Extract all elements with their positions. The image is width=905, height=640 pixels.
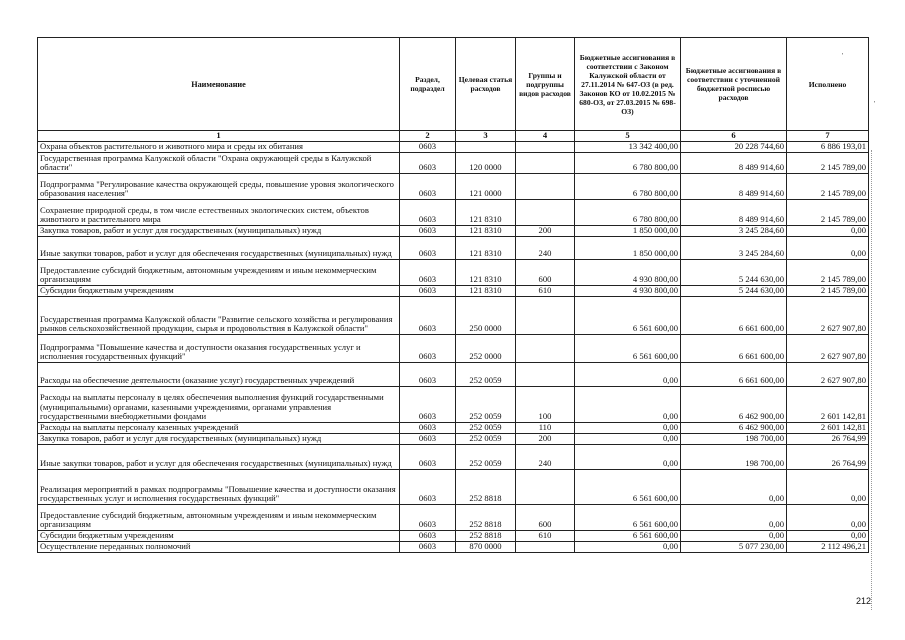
row-executed-amount: 2 627 907,80 (787, 335, 869, 363)
row-law-amount: 6 780 800,00 (575, 153, 681, 174)
row-name: Расходы на выплаты персоналу казенных учреждений (38, 423, 400, 434)
row-refined-amount: 6 661 600,00 (681, 297, 787, 335)
row-target: 120 0000 (456, 153, 516, 174)
column-number: 5 (575, 131, 681, 142)
row-section: 0603 (400, 226, 456, 237)
column-number: 6 (681, 131, 787, 142)
column-number: 3 (456, 131, 516, 142)
row-refined-amount: 0,00 (681, 505, 787, 531)
header-section: Раздел, подраздел (400, 38, 456, 131)
row-refined-amount: 198 700,00 (681, 445, 787, 470)
row-name: Осуществление переданных полномочий (38, 542, 400, 553)
row-executed-amount: 0,00 (787, 237, 869, 260)
row-target: 252 0059 (456, 423, 516, 434)
header-groups: Группы и подгруппы видов расходов (516, 38, 575, 131)
row-law-amount: 1 850 000,00 (575, 237, 681, 260)
row-group (516, 335, 575, 363)
table-row (38, 237, 869, 260)
table-row (38, 434, 869, 445)
row-target: 252 8818 (456, 505, 516, 531)
table-row (38, 286, 869, 297)
row-section: 0603 (400, 335, 456, 363)
column-number: 1 (38, 131, 400, 142)
scan-edge (871, 150, 873, 610)
row-refined-amount: 6 462 900,00 (681, 387, 787, 423)
row-target: 252 0059 (456, 434, 516, 445)
row-name: Предоставление субсидий бюджетным, автономным учреждениям и иным некоммерческим организациям (38, 260, 400, 286)
row-law-amount: 0,00 (575, 434, 681, 445)
budget-table (37, 37, 869, 553)
row-executed-amount: 2 145 789,00 (787, 260, 869, 286)
row-name: Расходы на выплаты персоналу в целях обеспечения выполнения функций государственными (муниципальными) органами, казенными учреждениями, органами управления государственными внебюджетными фондами (38, 387, 400, 423)
table-row (38, 174, 869, 200)
row-group: 200 (516, 434, 575, 445)
table-row (38, 142, 869, 153)
row-refined-amount: 6 661 600,00 (681, 363, 787, 387)
row-group: 610 (516, 286, 575, 297)
row-law-amount: 6 561 600,00 (575, 297, 681, 335)
row-executed-amount: 2 145 789,00 (787, 153, 869, 174)
row-group: 100 (516, 387, 575, 423)
row-executed-amount: 0,00 (787, 505, 869, 531)
row-executed-amount: 2 601 142,81 (787, 387, 869, 423)
row-name: Субсидии бюджетным учреждениям (38, 286, 400, 297)
row-section: 0603 (400, 142, 456, 153)
row-law-amount: 0,00 (575, 423, 681, 434)
row-law-amount: 13 342 400,00 (575, 142, 681, 153)
scan-mark: ' (874, 100, 876, 108)
row-section: 0603 (400, 434, 456, 445)
row-group: 600 (516, 260, 575, 286)
row-executed-amount: 0,00 (787, 226, 869, 237)
row-refined-amount: 6 462 900,00 (681, 423, 787, 434)
table-row (38, 260, 869, 286)
row-executed-amount: 2 145 789,00 (787, 174, 869, 200)
row-name: Реализация мероприятий в рамках подпрограммы "Повышение качества и доступности оказания государственных услуг и исполнения государственных функций" (38, 470, 400, 505)
row-law-amount: 4 930 800,00 (575, 286, 681, 297)
row-refined-amount: 3 245 284,60 (681, 237, 787, 260)
row-refined-amount: 5 077 230,00 (681, 542, 787, 553)
row-executed-amount: 6 886 193,01 (787, 142, 869, 153)
row-refined-amount: 8 489 914,60 (681, 174, 787, 200)
row-target: 121 8310 (456, 286, 516, 297)
row-name: Субсидии бюджетным учреждениям (38, 531, 400, 542)
header-executed: Исполнено (787, 38, 869, 131)
row-target: 252 0000 (456, 335, 516, 363)
row-group (516, 363, 575, 387)
row-section: 0603 (400, 174, 456, 200)
row-target: 252 0059 (456, 363, 516, 387)
row-refined-amount: 0,00 (681, 470, 787, 505)
row-refined-amount: 5 244 630,00 (681, 286, 787, 297)
table-body (38, 142, 869, 553)
row-refined-amount: 20 228 744,60 (681, 142, 787, 153)
header-law: Бюджетные ассигнования в соответствии с Законом Калужской области от 27.11.2014 № 647-ОЗ (в ред. Законов КО от 10.02.2015 № 680-ОЗ, от 27.03.2015 № 698-ОЗ) (575, 38, 681, 131)
row-section: 0603 (400, 237, 456, 260)
row-target: 121 8310 (456, 237, 516, 260)
row-target: 252 0059 (456, 387, 516, 423)
row-name: Закупка товаров, работ и услуг для государственных (муниципальных) нужд (38, 226, 400, 237)
scan-mark: ' (842, 52, 844, 60)
column-number: 4 (516, 131, 575, 142)
table-row (38, 363, 869, 387)
row-group: 200 (516, 226, 575, 237)
row-section: 0603 (400, 445, 456, 470)
row-refined-amount: 0,00 (681, 531, 787, 542)
row-refined-amount: 5 244 630,00 (681, 260, 787, 286)
row-refined-amount: 3 245 284,60 (681, 226, 787, 237)
row-section: 0603 (400, 200, 456, 226)
row-name: Предоставление субсидий бюджетным, автономным учреждениям и иным некоммерческим организациям (38, 505, 400, 531)
row-group: 240 (516, 445, 575, 470)
column-numbers-row (38, 131, 869, 142)
header-target: Целевая статья расходов (456, 38, 516, 131)
row-executed-amount: 26 764,99 (787, 434, 869, 445)
row-name: Иные закупки товаров, работ и услуг для обеспечения государственных (муниципальных) нужд (38, 237, 400, 260)
row-target: 250 0000 (456, 297, 516, 335)
row-section: 0603 (400, 286, 456, 297)
row-group: 240 (516, 237, 575, 260)
table-row (38, 200, 869, 226)
column-number: 7 (787, 131, 869, 142)
row-group: 600 (516, 505, 575, 531)
row-section: 0603 (400, 505, 456, 531)
table-row (38, 531, 869, 542)
row-executed-amount: 2 145 789,00 (787, 200, 869, 226)
row-name: Расходы на обеспечение деятельности (оказание услуг) государственных учреждений (38, 363, 400, 387)
table-row (38, 226, 869, 237)
row-section: 0603 (400, 260, 456, 286)
row-group (516, 200, 575, 226)
row-law-amount: 6 780 800,00 (575, 174, 681, 200)
row-executed-amount: 2 601 142,81 (787, 423, 869, 434)
row-law-amount: 1 850 000,00 (575, 226, 681, 237)
row-section: 0603 (400, 531, 456, 542)
row-group: 610 (516, 531, 575, 542)
row-executed-amount: 2 627 907,80 (787, 297, 869, 335)
row-law-amount: 6 561 600,00 (575, 505, 681, 531)
row-name: Подпрограмма "Регулирование качества окружающей среды, повышение уровня экологического образования населения" (38, 174, 400, 200)
table-row (38, 387, 869, 423)
row-refined-amount: 198 700,00 (681, 434, 787, 445)
row-target: 252 8818 (456, 531, 516, 542)
row-law-amount: 0,00 (575, 445, 681, 470)
table-row (38, 470, 869, 505)
row-section: 0603 (400, 470, 456, 505)
header-refined: Бюджетные ассигнования в соответствии с уточненной бюджетной росписью расходов (681, 38, 787, 131)
row-group (516, 142, 575, 153)
column-number: 2 (400, 131, 456, 142)
row-group (516, 297, 575, 335)
table-row (38, 153, 869, 174)
row-law-amount: 0,00 (575, 387, 681, 423)
row-target: 121 8310 (456, 200, 516, 226)
row-name: Подпрограмма "Повышение качества и доступности оказания государственных услуг и исполнения государственных функций" (38, 335, 400, 363)
header-row (38, 38, 869, 131)
table-row (38, 542, 869, 553)
row-executed-amount: 26 764,99 (787, 445, 869, 470)
table-row (38, 445, 869, 470)
row-target: 252 8818 (456, 470, 516, 505)
row-section: 0603 (400, 363, 456, 387)
row-law-amount: 0,00 (575, 542, 681, 553)
table-row (38, 297, 869, 335)
row-group: 110 (516, 423, 575, 434)
row-law-amount: 6 561 600,00 (575, 470, 681, 505)
row-section: 0603 (400, 542, 456, 553)
row-law-amount: 0,00 (575, 363, 681, 387)
row-law-amount: 4 930 800,00 (575, 260, 681, 286)
row-group (516, 174, 575, 200)
table-row (38, 335, 869, 363)
row-section: 0603 (400, 297, 456, 335)
row-law-amount: 6 561 600,00 (575, 531, 681, 542)
row-name: Закупка товаров, работ и услуг для государственных (муниципальных) нужд (38, 434, 400, 445)
row-refined-amount: 8 489 914,60 (681, 153, 787, 174)
row-executed-amount: 2 145 789,00 (787, 286, 869, 297)
row-section: 0603 (400, 153, 456, 174)
row-target: 121 0000 (456, 174, 516, 200)
row-law-amount: 6 780 800,00 (575, 200, 681, 226)
row-name: Государственная программа Калужской области "Развитие сельского хозяйства и регулирования рынков сельскохозяйственной продукции, сырья и продовольствия в Калужской области" (38, 297, 400, 335)
row-target: 121 8310 (456, 226, 516, 237)
header-name: Наименование (38, 38, 400, 131)
row-target (456, 142, 516, 153)
row-target: 870 0000 (456, 542, 516, 553)
row-group (516, 542, 575, 553)
row-section: 0603 (400, 423, 456, 434)
page-number: 212 (856, 596, 872, 606)
row-executed-amount: 0,00 (787, 470, 869, 505)
row-executed-amount: 2 627 907,80 (787, 363, 869, 387)
row-name: Сохранение природной среды, в том числе естественных экологических систем, объектов животного и растительного мира (38, 200, 400, 226)
row-target: 252 0059 (456, 445, 516, 470)
row-refined-amount: 6 661 600,00 (681, 335, 787, 363)
row-name: Иные закупки товаров, работ и услуг для обеспечения государственных (муниципальных) нужд (38, 445, 400, 470)
row-section: 0603 (400, 387, 456, 423)
row-name: Охрана объектов растительного и животного мира и среды их обитания (38, 142, 400, 153)
row-group (516, 470, 575, 505)
row-refined-amount: 8 489 914,60 (681, 200, 787, 226)
row-law-amount: 6 561 600,00 (575, 335, 681, 363)
row-group (516, 153, 575, 174)
row-target: 121 8310 (456, 260, 516, 286)
row-executed-amount: 2 112 496,21 (787, 542, 869, 553)
row-name: Государственная программа Калужской области "Охрана окружающей среды в Калужской области" (38, 153, 400, 174)
table-row (38, 423, 869, 434)
table-row (38, 505, 869, 531)
row-executed-amount: 0,00 (787, 531, 869, 542)
